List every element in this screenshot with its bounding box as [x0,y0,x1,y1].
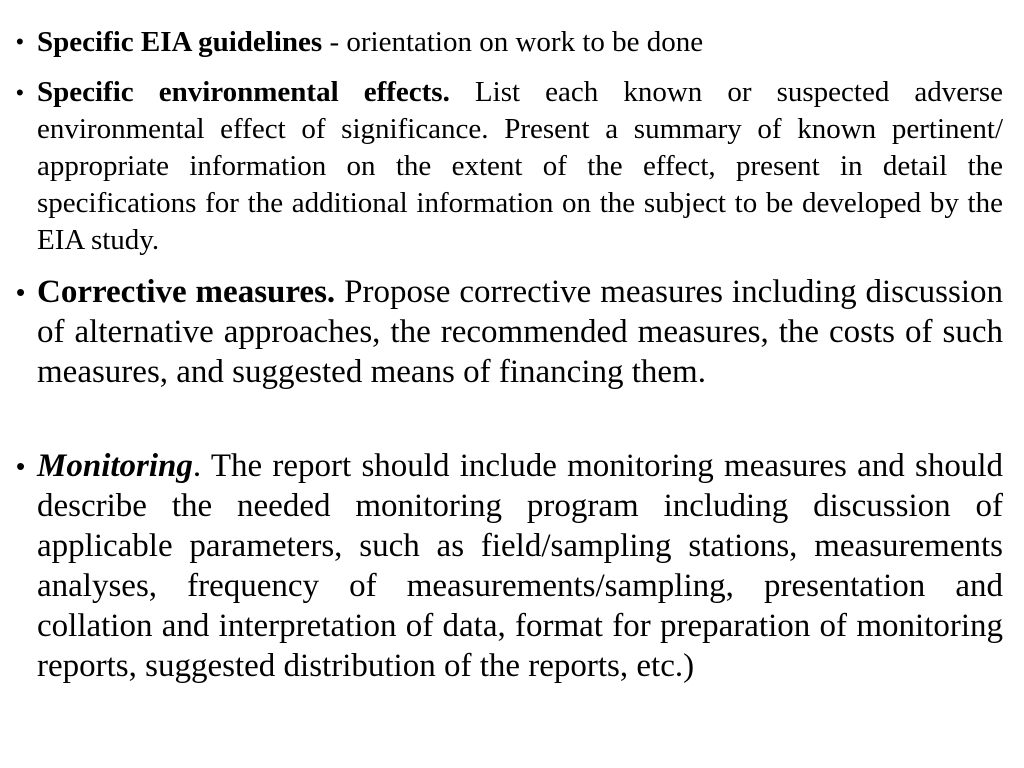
bullet-text [37,446,1003,686]
bullet-text [37,272,1003,392]
bullet-lead: Corrective measures. [37,274,336,310]
bullet-body: - orientation on work to be done [322,26,704,58]
bullet-text [37,24,1003,60]
bullet-body: List each known or suspected adverse environmental effect of significance. Present a summary of known pertinent/ appropriate information on the extent of the effect, present in detail the specifications for the additional information on the subject to be developed by the EIA study. [37,76,1003,256]
bullet-lead: Specific EIA guidelines [37,26,323,58]
bullet-text [37,74,1003,259]
bullet-marker-icon: • [16,277,26,307]
bullet-lead: Specific environmental effects. [37,76,450,108]
bullet-marker-icon: • [16,29,24,54]
bullet-body: Propose corrective measures including discussion of alternative approaches, the recommended measures, the costs of such measures, and suggested means of financing them. [37,274,1004,390]
bullet-marker-icon: • [16,80,24,105]
bullet-lead: Monitoring [37,448,193,484]
bullet-marker-icon: • [16,451,26,481]
bullet-body: . The report should include monitoring measures and should describe the needed monitoring program including discussion of applicable parameters, such as field/sampling stations, measurements analyses, frequency of measurements/sampling, presentation and collation and interpretation of data, format for preparation of monitoring reports, suggested distribution of the reports, etc.) [37,448,1003,684]
